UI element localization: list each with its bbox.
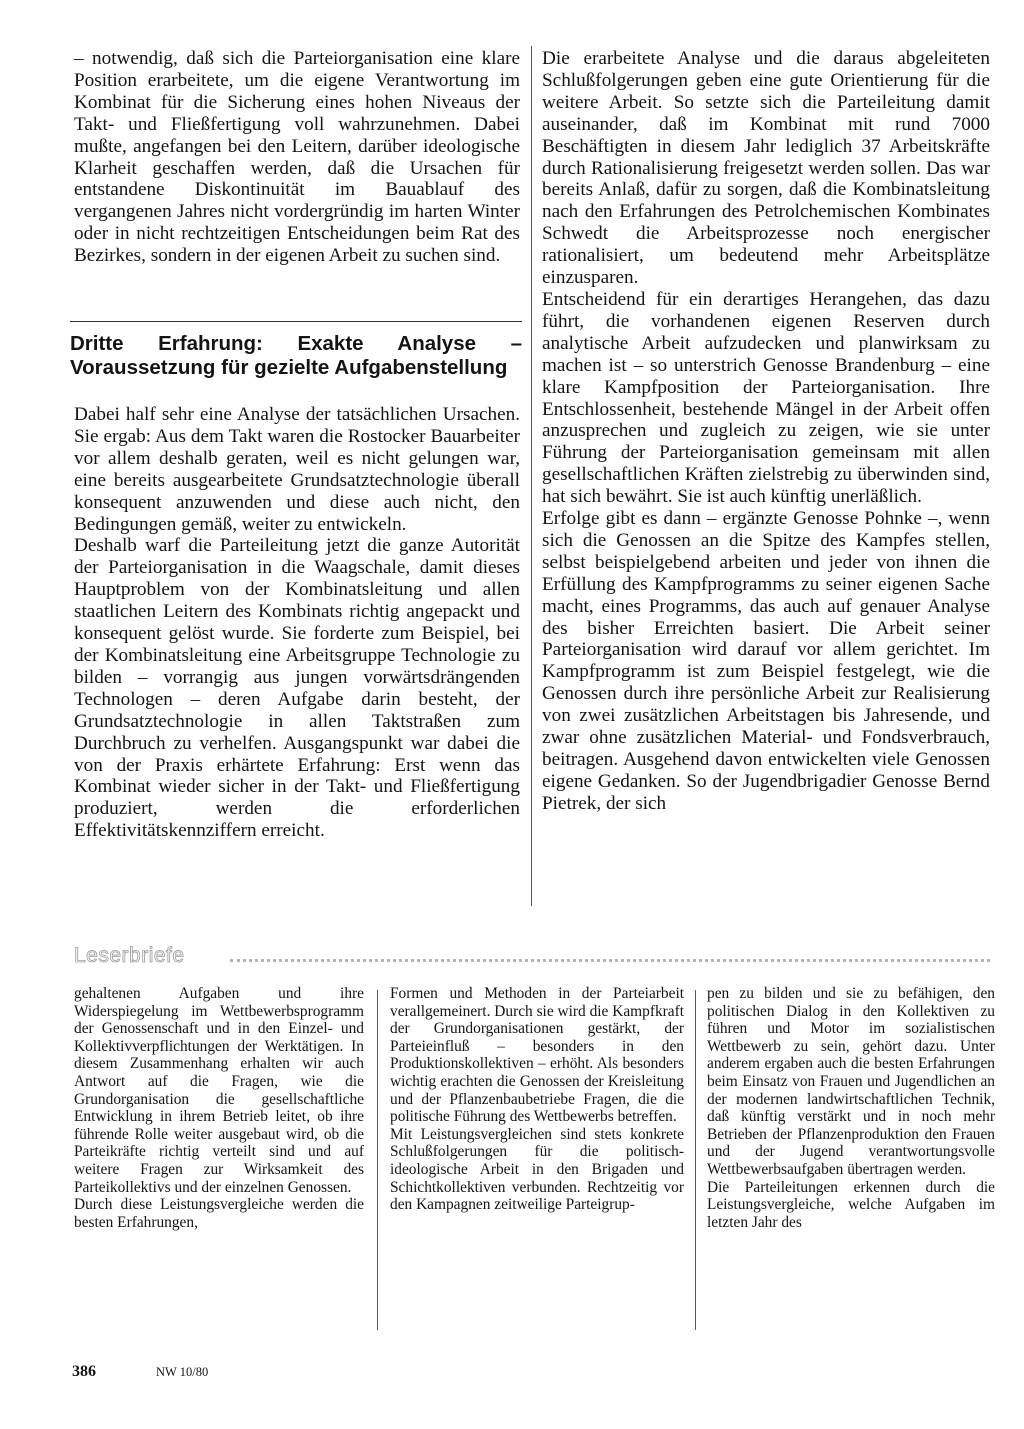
paragraph: Die Parteileitungen erkennen durch die Leistungsvergleiche, welche Aufgaben im letzten Jahr des — [707, 1178, 995, 1231]
paragraph: pen zu bilden und sie zu befähigen, den politischen Dialog in den Kollektiven zu führen und Motor im sozialistischen Wettbewerb zu sein, gehört dazu. Unter anderem ergaben auch die besten Erfahrungen beim Einsatz von Frauen und Jugendlichen an der modernen landwirtschaftlichen Technik, daß künftig verstärkt und in noch mehr Betrieben der Pflanzenproduktion den Frauen und der Jugend verantwortungsvolle Wettbewerbsaufgaben übertragen werden. — [707, 985, 995, 1178]
column-divider — [531, 46, 532, 906]
upper-right-column — [542, 48, 990, 815]
paragraph: – notwendig, daß sich die Parteiorganisation eine klare Position erarbeitete, um die eigene Verantwortung im Kombinat für die Sicherung eines hohen Niveaus der Takt- und Fließfertigung voll wahrzunehmen. Dabei mußte, angefangen bei den Leitern, darüber ideologische Klarheit geschaffen werden, daß die Ursachen für entstandene Diskontinuität im Bauablauf des vergangenen Jahres nicht vordergründig im harten Winter oder in nicht rechtzeitigen Entscheidungen beim Rat des Bezirkes, sondern in der eigenen Arbeit zu suchen sind. — [74, 48, 520, 267]
section-heading: Dritte Erfahrung: Exakte Analyse – Voraussetzung für gezielte Aufgabenstellung — [70, 332, 522, 379]
paragraph: Formen und Methoden in der Parteiarbeit verallgemeinert. Durch sie wird die Kampfkraft der Grundorganisationen gestärkt, der Parteieinfluß – besonders in den Produktionskollektiven – erhöht. Als besonders wichtig erachten die Genossen der Kreisleitung und der Pflanzenbaubetriebe Fragen, die die politische Führung des Wettbewerbs betreffen. — [390, 985, 685, 1126]
section-title-rule — [230, 959, 990, 962]
paragraph: Dabei half sehr eine Analyse der tatsächlichen Ursachen. Sie ergab: Aus dem Takt waren die Rostocker Bauarbeiter vor allem deshalb geraten, weil es nicht gelungen war, eine bereits ausgearbeitete Grundsatztechnologie überall konsequent anzuwenden und diese auch nicht, den Bedingungen gemäß, weiter zu entwickeln. — [74, 404, 520, 535]
page-number: 386 — [72, 1363, 96, 1380]
issue-label: NW 10/80 — [156, 1365, 209, 1379]
section-divider — [70, 321, 522, 322]
paragraph: Die erarbeitete Analyse und die daraus abgeleiteten Schlußfolgerungen geben eine gute Orientierung für die weitere Arbeit. So setzte sich die Parteileitung damit auseinander, daß im Kombinat mit rund 7000 Beschäftigten in diesem Jahr lediglich 37 Arbeitskräfte durch Rationalisierung freigesetzt werden sollen. Das war bereits Anlaß, dafür zu sorgen, daß die Kombinatsleitung nach den Erfahrungen des Petrolchemischen Kombinates Schwedt die Arbeitsprozesse noch energischer rationalisiert, um bedeutend mehr Arbeitsplätze einzusparen. — [542, 48, 990, 289]
letters-column-2 — [390, 985, 684, 1214]
paragraph: Entscheidend für ein derartiges Herangehen, das dazu führt, die vorhandenen eigenen Reserven durch analytische Arbeit aufzudecken und planwirksam zu machen ist – so unterstrich Genosse Brandenburg – eine klare Kampfposition der Parteiorganisation. Ihre Entschlossenheit, bestehende Mängel in der Arbeit offen anzusprechen und zugleich zu zeigen, wie sie unter Führung der Parteiorganisation gemeinsam mit allen gesellschaftlichen Kräften zielstrebig zu überwinden sind, hat sich bewährt. Sie ist auch künftig unerläßlich. — [542, 288, 990, 508]
paragraph: Mit Leistungsvergleichen sind stets konkrete Schlußfolgerungen für die politisch-ideologische Arbeit in den Brigaden und Schichtkollektiven verbunden. Rechtzeitig vor den Kampagnen zeitweilige Parteigrup- — [390, 1125, 684, 1214]
upper-left-column-body — [74, 404, 520, 842]
letters-column-1 — [74, 985, 364, 1231]
paragraph: gehaltenen Aufgaben und ihre Widerspiegelung im Wettbewerbsprogramm der Genossenschaft und in den Einzel- und Kollektivverpflichtungen der Werktätigen. In diesem Zusammenhang erhalten wir auch Antwort auf die Fragen, wie die Grundorganisation die gesellschaftliche Entwicklung in ihrem Betrieb leitet, ob ihre führende Rolle weiter ausgebaut wird, ob die Parteikräfte richtig verteilt sind und auf weitere Fragen zur Wirksamkeit des Parteikollektivs und der einzelnen Genossen. — [74, 985, 364, 1196]
paragraph: Deshalb warf die Parteileitung jetzt die ganze Autorität der Parteiorganisation in die Waagschale, damit dieses Hauptproblem von der Kombinatsleitung und allen staatlichen Leitern des Kombinats richtig angepackt und konsequent gelöst wurde. Sie forderte zum Beispiel, bei der Kombinatsleitung eine Arbeitsgruppe Technologie zu bilden – vorrangig aus jungen vorwärtsdrängenden Technologen – deren Aufgabe darin besteht, der Grundsatztechnologie in allen Taktstraßen zum Durchbruch zu verhelfen. Ausgangspunkt war dabei die von der Praxis erhärtete Erfahrung: Erst wenn das Kombinat wieder sicher in der Takt- und Fließfertigung produziert, werden die erforderlichen Effektivitätskennziffern erreicht. — [74, 535, 520, 842]
letters-column-3 — [707, 985, 995, 1231]
paragraph: Durch diese Leistungsvergleiche werden die besten Erfahrungen, — [74, 1196, 364, 1231]
column-divider — [377, 990, 378, 1330]
upper-left-column — [74, 48, 520, 267]
column-divider — [695, 990, 696, 1330]
paragraph: Erfolge gibt es dann – ergänzte Genosse Pohnke –, wenn sich die Genossen an die Spitze des Kampfes stellen, selbst beispielgebend arbeiten und jeder von ihnen die Erfüllung des Kampfprogramms zu seiner eigenen Sache macht, eines Programms, das auch auf genauer Analyse des bisher Erreichten basiert. Die Arbeit seiner Parteiorganisation wird darauf vor allem gerichtet. Im Kampfprogramm ist zum Beispiel festgelegt, wie die Genossen durch ihre persönliche Arbeit zur Realisierung von zwei zusätzlichen Arbeitstagen bis Jahresende, und zwar ohne zusätzlichen Material- und Fondsverbrauch, beitragen. Ausgehend davon entwickelten viele Genossen eigene Gedanken. So der Jugendbrigadier Genosse Bernd Pietrek, der sich — [542, 508, 990, 814]
section-title-leserbriefe: Leserbriefe — [74, 944, 185, 967]
